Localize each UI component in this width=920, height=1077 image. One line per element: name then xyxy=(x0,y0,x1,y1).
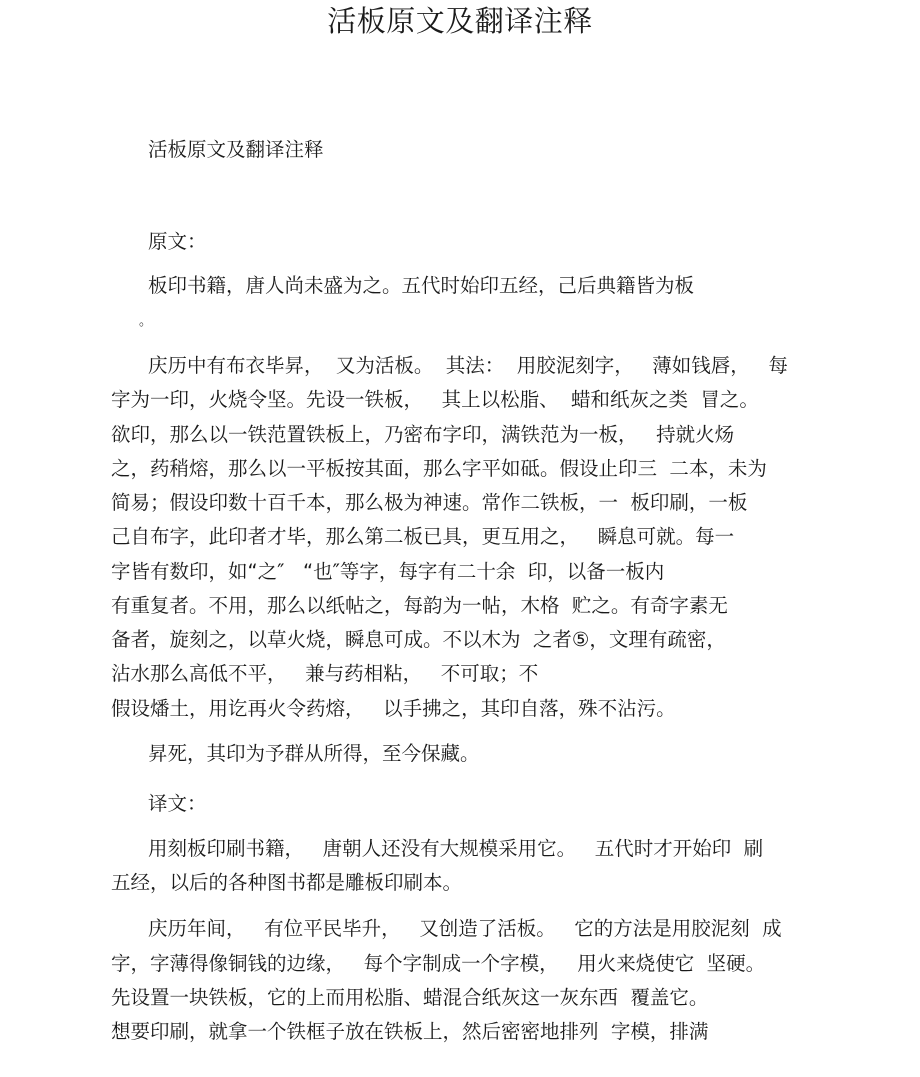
paragraph-line: 备者，旋刻之，以草火烧，瞬息可成。不以木为 之者⑤，文理有疏密， xyxy=(111,628,726,651)
paragraph-line: 欲印，那么以一铁范置铁板上，乃密布字印，满铁范为一板， 持就火炀 xyxy=(111,423,735,446)
document-title: 活板原文及翻译注释 xyxy=(327,4,593,38)
paragraph-line: 己自布字，此印者才毕，那么第二板已具，更互用之， 瞬息可就。每一 xyxy=(111,525,735,548)
paragraph-line: 字，字薄得像铜钱的边缘， 每个字制成一个字模， 用火来烧使它 坚硬。 xyxy=(111,952,766,975)
document-subtitle: 活板原文及翻译注释 xyxy=(148,138,324,161)
original-paragraph-3: 昇死，其印为予群从所得，至今保藏。 xyxy=(148,742,480,765)
paragraph-line: 想要印刷，就拿一个铁框子放在铁板上，然后密密地排列 字模，排满 xyxy=(111,1020,709,1043)
paragraph-line: 假设燔土，用讫再火令药熔， 以手拂之，其印自落，殊不沾污。 xyxy=(111,697,676,720)
paragraph-line: 五经，以后的各种图书都是雕板印刷本。 xyxy=(111,871,463,894)
paragraph-line: 庆历年间， 有位平民毕升， 又创造了活板。 它的方法是用胶泥刻 成 xyxy=(148,917,782,940)
paragraph-line: 先设置一块铁板，它的上而用松脂、蜡混合纸灰这一灰东西 覆盖它。 xyxy=(111,986,709,1009)
translation-heading: 译文： xyxy=(148,792,207,815)
original-paragraph-1-end: 。 xyxy=(139,314,153,329)
paragraph-line: 有重复者。不用，那么以纸帖之，每韵为一帖，木格 贮之。有奇字素无 xyxy=(111,594,728,617)
paragraph-line: 字皆有数印，如“之″ “也″等字，每字有二十余 印，以备一板内 xyxy=(111,560,665,583)
paragraph-line: 字为一印，火烧令坚。先设一铁板， 其上以松脂、 蜡和纸灰之类 冒之。 xyxy=(111,388,759,411)
original-paragraph-1: 板印书籍，唐人尚未盛为之。五代时始印五经，己后典籍皆为板 xyxy=(148,274,695,297)
paragraph-line: 之，药稍熔，那么以一平板按其面，那么字平如砥。假设止印三 二本，未为 xyxy=(111,457,767,480)
paragraph-line: 沾水那么高低不平， 兼与药相粘， 不可取；不 xyxy=(111,662,539,685)
paragraph-line: 简易；假设印数十百千本，那么极为神速。常作二铁板，一 板印刷，一板 xyxy=(111,491,748,514)
original-heading: 原文： xyxy=(148,230,207,253)
paragraph-line: 庆历中有布衣毕昇， 又为活板。 其法： 用胶泥刻字， 薄如钱唇， 每 xyxy=(148,354,788,377)
paragraph-line: 用刻板印刷书籍， 唐朝人还没有大规模采用它。 五代时才开始印 刷 xyxy=(148,837,764,860)
